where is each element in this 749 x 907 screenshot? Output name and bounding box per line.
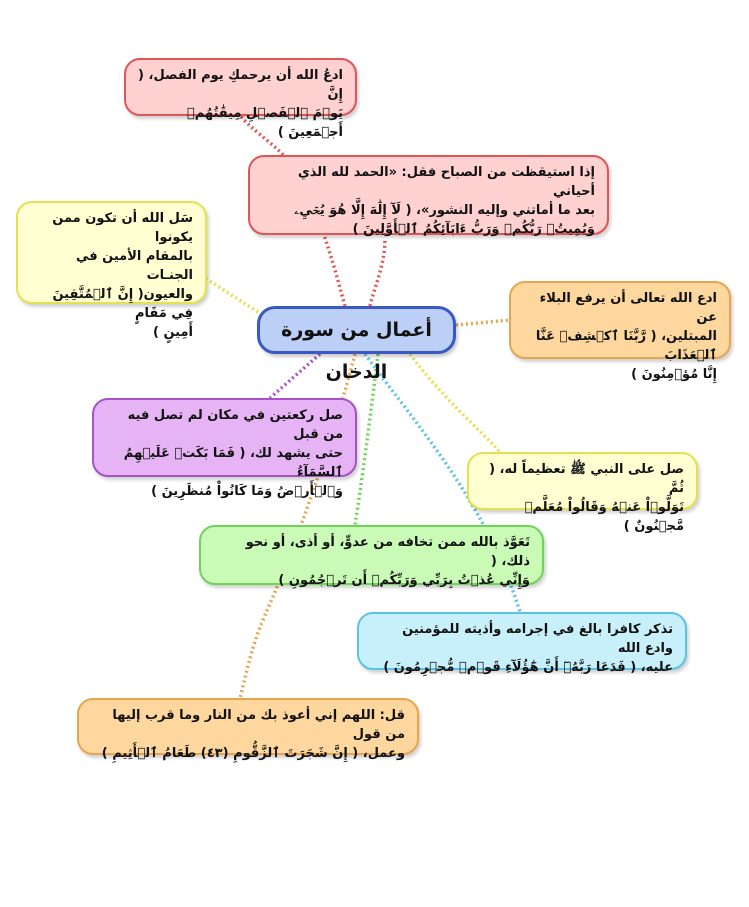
central-topic-title: أعمال من سورة الدخان	[281, 319, 432, 383]
node-line: صل ركعتين في مكان لم تصل فيه من قبل	[127, 408, 343, 442]
node-line: وَيُمِيتُۖ رَبُّكُمۡ وَرَبُّ ءَابَآئِكُمُ ٱلۡأَوَّلِينَ )	[352, 222, 595, 237]
node-line: وَٱلۡأَرۡضُ وَمَا كَانُواْ مُنظَرِينَ )	[151, 484, 343, 499]
node-line: بالمقام الأمين في الجنـات	[75, 249, 193, 283]
node-line: إذا استيقظت من الصباح فقل: «الحمد لله الذي أحياني	[297, 165, 595, 199]
node-line: تذكر كافرا بالغ في إجرامه وأذيته للمؤمنين وادع الله	[402, 622, 673, 656]
node-line: صل على النبي ﷺ تعظيماً له، ( ثُمَّ	[489, 462, 684, 496]
link-paradise-yellow	[205, 278, 258, 312]
node-line: وَإِنِّي عُذۡتُ بِرَبِّي وَرَبِّكُمۡ أَن تَرۡجُمُونِ )	[278, 573, 530, 588]
node-line: سَل الله أن تكون ممن يكونوا	[52, 211, 193, 245]
node-line: وعمل، ( إِنَّ شَجَرَتَ ٱلزَّقُّومِ (٤٣) طَعَامُ ٱلۡأَثِيمِ )	[101, 746, 405, 761]
node-line: قل: اللهم إني أعوذ بك من النار وما قرب إليها من قول	[112, 708, 405, 742]
node-line: ادعُ الله أن يرحمكِ يوم الفصل، ( إِنَّ	[138, 68, 343, 102]
node-line: تَوَلَّوۡاْ عَنۡهُ وَقَالُواْ مُعَلَّمٞ مَّجۡنُونٌ )	[524, 500, 684, 534]
node-disbeliever-cyan[interactable]	[357, 612, 687, 675]
node-line: المبتلين، ( رَّبَّنَا ٱكۡشِفۡ عَنَّا ٱلۡعَذَابَ	[535, 329, 717, 363]
link-morning-red	[370, 238, 385, 306]
node-refuge-green[interactable]	[199, 525, 544, 588]
node-line: تَعَوَّذ بالله ممن تخافه من عدوٍّ، أو أذى، أو نحو ذلك، (	[245, 535, 530, 569]
node-prayer-purple[interactable]	[92, 398, 357, 499]
node-fire-orange[interactable]	[77, 698, 419, 761]
node-line: حتى يشهد لك، ( فَمَا بَكَتۡ عَلَيۡهِمُ ٱلسَّمَآءُ	[123, 446, 343, 480]
link-affliction-orange	[456, 320, 510, 325]
node-line: يَوۡمَ ٱلۡفَصۡلِ مِيقَٰتُهُمۡ أَجۡمَعِينَ )	[186, 106, 343, 140]
node-line: بعد ما أماتني وإليه النشور»، ( لَآ إِلَٰهَ إِلَّا هُوَ يُحۡيِۦ	[294, 203, 595, 218]
node-top-red[interactable]	[124, 58, 357, 140]
central-topic[interactable]	[257, 306, 456, 383]
link-prayer-purple	[270, 354, 320, 398]
node-line: إِنَّا مُؤۡمِنُونَ )	[631, 367, 717, 382]
node-paradise-yellow[interactable]	[16, 201, 207, 340]
node-morning-red[interactable]	[248, 155, 609, 235]
node-affliction-orange[interactable]	[509, 281, 731, 382]
node-line: ادع الله تعالى أن يرفع البلاء عن	[539, 291, 717, 325]
node-prophet-yellow[interactable]	[467, 452, 698, 534]
node-line: أَمِينٍ )	[153, 325, 193, 340]
link-prophet-yellow	[410, 354, 500, 452]
node-line: والعيون( إِنَّ ٱلۡمُتَّقِينَ فِي مَقَامٍ	[52, 287, 193, 321]
node-line: عليه، ( فَدَعَا رَبَّهُۥٓ أَنَّ هَٰٓؤُلَآءِ قَوۡمٞ مُّجۡرِمُونَ )	[383, 660, 673, 675]
